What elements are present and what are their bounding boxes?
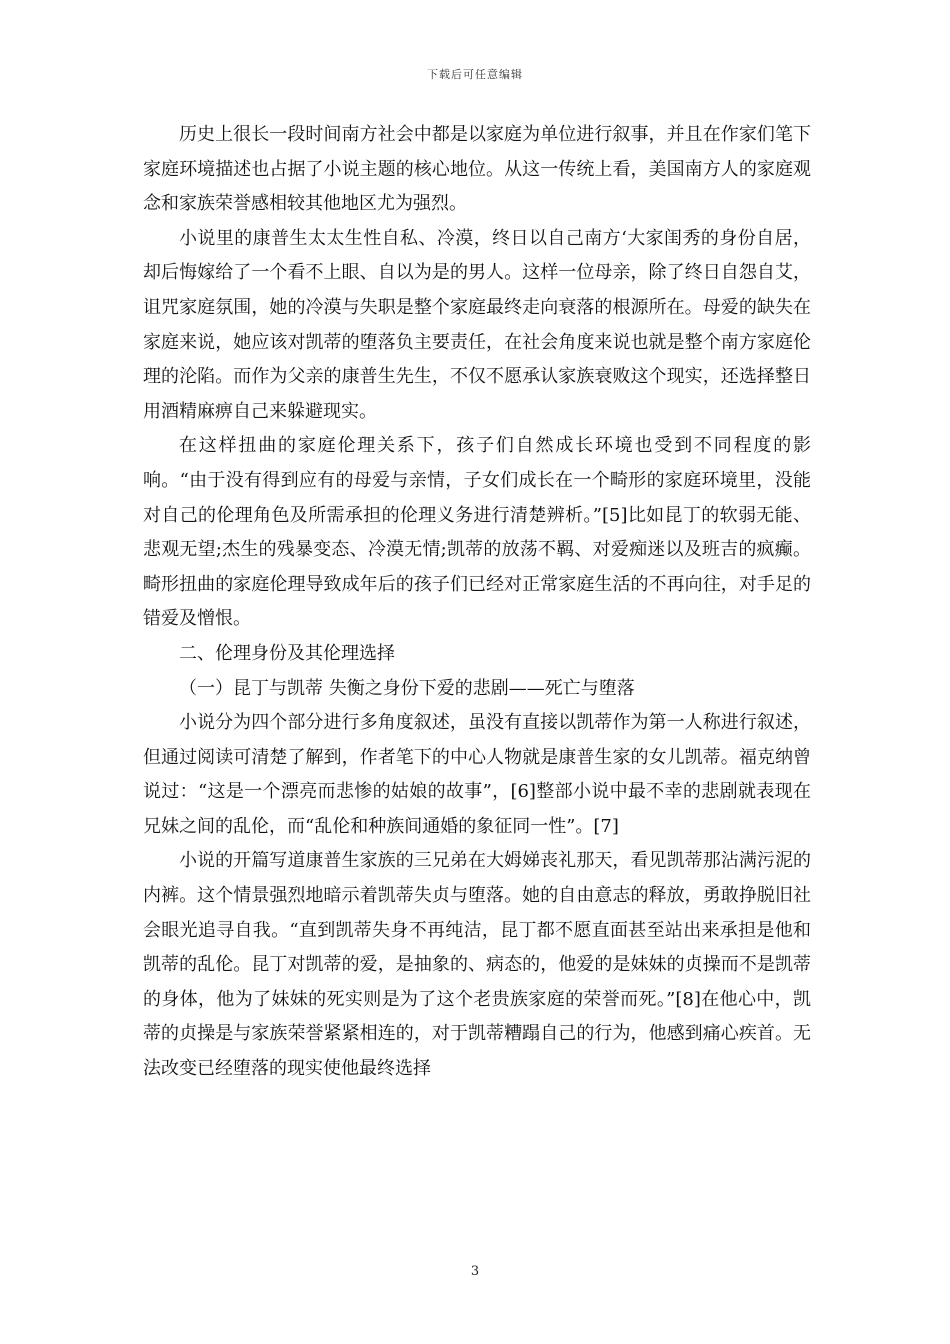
paragraph: 小说的开篇写道康普生家族的三兄弟在大姆娣丧礼那天，看见凯蒂那沾满污泥的内裤。这个情景强烈地暗示着凯蒂失贞与堕落。她的自由意志的释放，勇敢挣脱旧社会眼光追寻自我。“直到凯蒂失身不再纯洁，昆丁都不愿直面甚至站出来承担是他和凯蒂的乱伦。昆丁对凯蒂的爱，是抽象的、病态的，他爱的是妹妹的贞操而不是凯蒂的身体，他为了妹妹的死实则是为了这个老贵族家庭的荣誉而死。”[8]在他心中，凯蒂的贞操是与家族荣誉紧紧相连的，对于凯蒂糟蹋自己的行为，他感到痛心疾首。无法改变已经堕落的现实使他最终选择	[143, 850, 811, 1080]
section-heading: 二、伦理身份及其伦理选择	[179, 642, 395, 664]
paragraph: 历史上很长一段时间南方社会中都是以家庭为单位进行叙事，并且在作家们笔下家庭环境描述也占据了小说主题的核心地位。从这一传统上看，美国南方人的家庭观念和家族荣誉感相较其他地区尤为强烈。	[143, 124, 811, 215]
page-number: 3	[470, 1264, 480, 1279]
page-header: 下载后可任意编辑	[427, 68, 523, 81]
paragraph: 在这样扭曲的家庭伦理关系下，孩子们自然成长环境也受到不同程度的影响。“由于没有得到应有的母爱与亲情，子女们成长在一个畸形的家庭环境里，没能对自己的伦理角色及所需承担的伦理义务进行清楚辨析。”[5]比如昆丁的软弱无能、悲观无望;杰生的残暴变态、冷漠无情;凯蒂的放荡不羁、对爱痴迷以及班吉的疯癫。畸形扭曲的家庭伦理导致成年后的孩子们已经对正常家庭生活的不再向往，对手足的错爱及憎恨。	[143, 435, 811, 630]
subsection-heading: （一）昆丁与凯蒂 失衡之身份下爱的悲剧——死亡与堕落	[179, 677, 635, 699]
paragraph: 小说分为四个部分进行多角度叙述，虽没有直接以凯蒂作为第一人称进行叙述，但通过阅读可清楚了解到，作者笔下的中心人物就是康普生家的女儿凯蒂。福克纳曾说过：“这是一个漂亮而悲惨的姑娘的故事”，[6]整部小说中最不幸的悲剧就表现在兄妹之间的乱伦，而“乱伦和种族间通婚的象征同一性”。[7]	[143, 712, 811, 837]
document-body	[143, 118, 811, 1087]
paragraph: 小说里的康普生太太生性自私、冷漠，终日以自己南方‘大家闺秀的身份自居，却后悔嫁给了一个看不上眼、自以为是的男人。这样一位母亲，除了终日自怨自艾，诅咒家庭氛围，她的冷漠与失职是整个家庭最终走向衰落的根源所在。母爱的缺失在家庭来说，她应该对凯蒂的堕落负主要责任，在社会角度来说也就是整个南方家庭伦理的沦陷。而作为父亲的康普生先生，不仅不愿承认家族衰败这个现实，还选择整日用酒精麻痹自己来躲避现实。	[143, 227, 811, 422]
